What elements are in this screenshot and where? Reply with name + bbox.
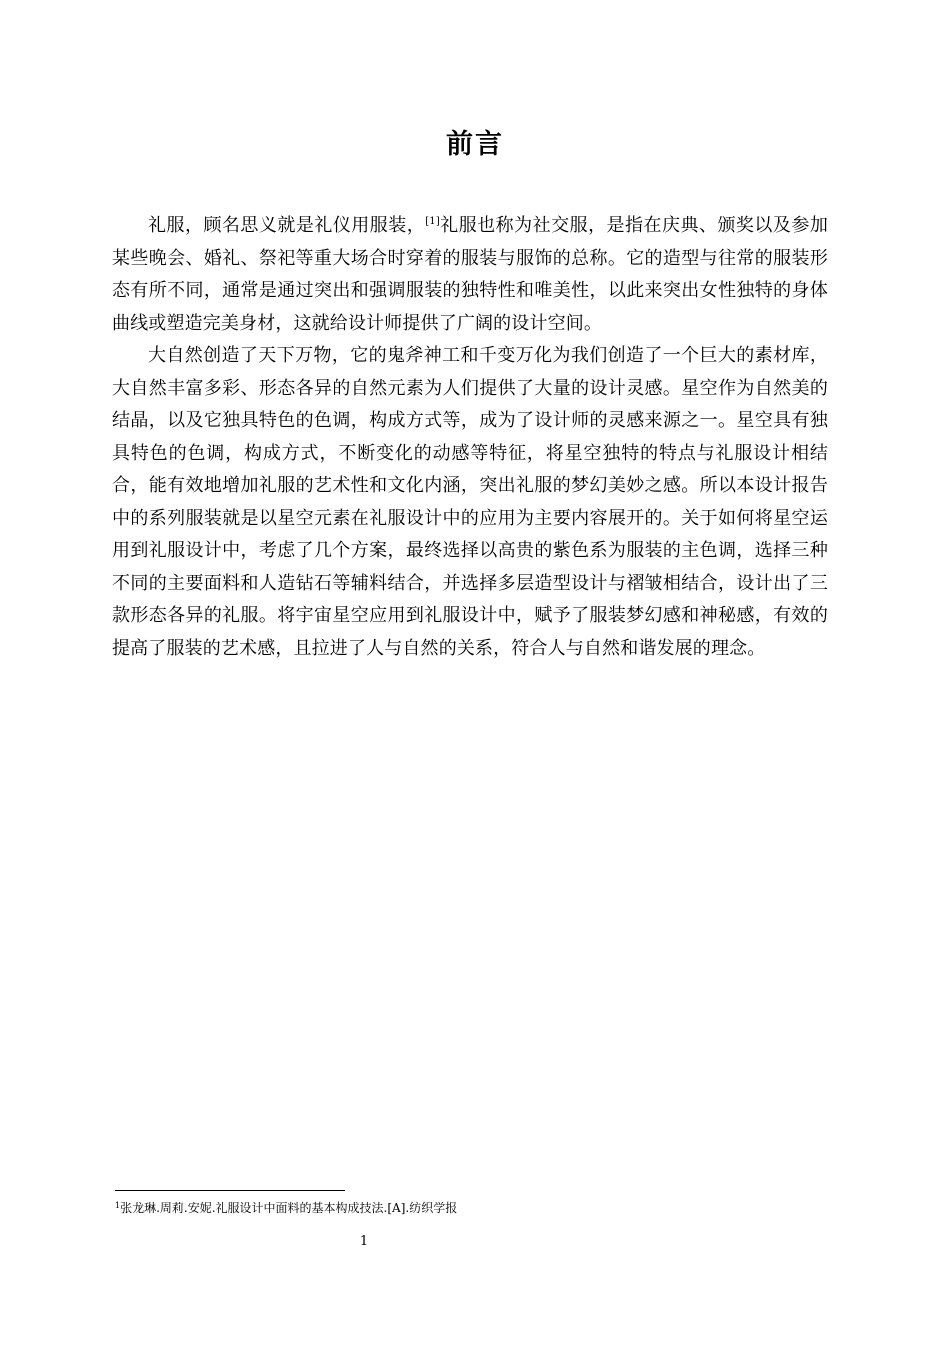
- paragraph-intro-start: 礼服，顾名思义就是礼仪用服装，: [148, 215, 426, 236]
- paragraph-intro-rest: 礼服也称为社交服，是指在庆典、颁奖以及参加某些晚会、婚礼、祭祀等重大场合时穿着的服装与服饰的总称。它的造型与往常的服装形态有所不同，通常是通过突出和强调服装的独特性和唯美性，以此来突出女性独特的身体曲线或塑造完美身材，这就给设计师提供了广阔的设计空间。: [112, 215, 829, 334]
- citation-reference[interactable]: [1]: [425, 216, 440, 227]
- footnote-divider: [115, 1190, 345, 1191]
- paragraph-starry-sky: 大自然创造了天下万物，它的鬼斧神工和千变万化为我们创造了一个巨大的素材库，大自然丰富多彩、形态各异的自然元素为人们提供了大量的设计灵感。星空作为自然美的结晶，以及它独具特色的色调，构成方式等，成为了设计师的灵感来源之一。星空具有独具特色的色调，构成方式，不断变化的动感等特征，将星空独特的特点与礼服设计相结合，能有效地增加礼服的艺术性和文化内涵，突出礼服的梦幻美妙之感。所以本设计报告中的系列服装就是以星空元素在礼服设计中的应用为主要内容展开的。关于如何将星空运用到礼服设计中，考虑了几个方案，最终选择以高贵的紫色系为服装的主色调，选择三种不同的主要面料和人造钻石等辅料结合，并选择多层造型设计与褶皱相结合，设计出了三款形态各异的礼服。将宇宙星空应用到礼服设计中，赋予了服装梦幻感和神秘感，有效的提高了服装的艺术感，且拉进了人与自然的关系，符合人与自然和谐发展的理念。: [112, 345, 828, 659]
- footnote: [115, 1199, 457, 1216]
- paragraph-intro: [112, 210, 828, 340]
- body-text: [112, 210, 828, 665]
- page-number: 1: [359, 1234, 369, 1249]
- footnote-text: 张龙琳.周莉.安妮.礼服设计中面料的基本构成技法.[A].纺织学报: [120, 1201, 458, 1215]
- footnote-mark: 1: [115, 1201, 121, 1210]
- page-title: 前言: [446, 129, 504, 160]
